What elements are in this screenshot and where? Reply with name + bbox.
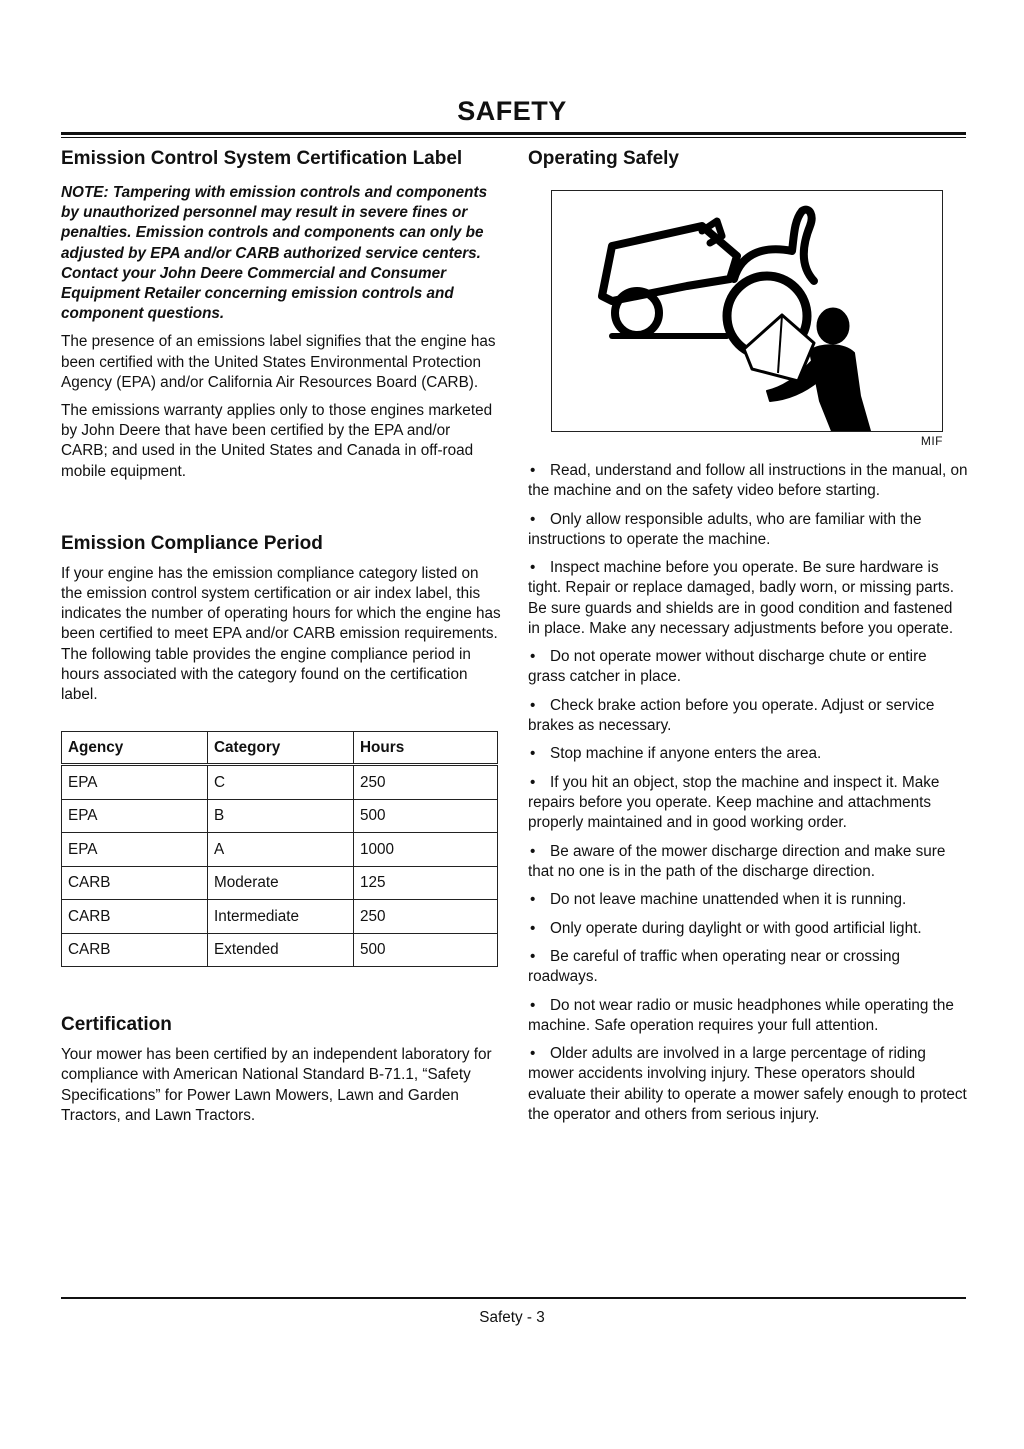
bullet-glyph: • <box>530 559 536 577</box>
bullet-glyph: • <box>530 745 536 763</box>
left-column <box>61 145 501 1126</box>
operator-head <box>817 308 849 344</box>
safety-bullet-list <box>528 461 968 1125</box>
table-row <box>62 765 498 800</box>
seat-outline <box>734 210 814 281</box>
list-item <box>528 647 968 687</box>
list-item-text: If you hit an object, stop the machine and inspect it. Make repairs before you operate. Keep machine and attachments properly maintained and in good working order. <box>528 773 940 832</box>
list-item <box>528 890 968 910</box>
list-item-text: Do not leave machine unattended when it is running. <box>550 891 907 909</box>
cell-agency: EPA <box>62 765 208 800</box>
figure-caption: MIF <box>920 434 943 448</box>
list-item <box>528 510 968 550</box>
bullet-glyph: • <box>530 1045 536 1063</box>
cell-category: Intermediate <box>208 900 354 934</box>
bullet-glyph: • <box>530 696 536 714</box>
cell-hours: 500 <box>354 799 498 833</box>
cell-category: Moderate <box>208 866 354 900</box>
list-item <box>528 947 968 987</box>
bullet-glyph: • <box>530 510 536 528</box>
cell-agency: CARB <box>62 900 208 934</box>
header-rule-thin <box>61 137 966 138</box>
page-title: SAFETY <box>457 96 567 126</box>
bullet-glyph: • <box>530 891 536 909</box>
section-compliance-period <box>61 530 501 967</box>
heading-compliance-period: Emission Compliance Period <box>61 532 323 554</box>
bullet-glyph: • <box>530 947 536 965</box>
cell-category: C <box>208 765 354 800</box>
cell-agency: EPA <box>62 799 208 833</box>
table-row <box>62 799 498 833</box>
cell-agency: CARB <box>62 866 208 900</box>
cell-hours: 250 <box>354 765 498 800</box>
table-row <box>62 900 498 934</box>
page-number: Safety - 3 <box>479 1309 545 1326</box>
list-item <box>528 919 968 939</box>
bullet-glyph: • <box>530 996 536 1014</box>
heading-certification-label: Emission Control System Certification Label <box>61 148 463 169</box>
cell-category: Extended <box>208 933 354 967</box>
list-item-text: Read, understand and follow all instructions in the manual, on the machine and on the safety video before starting. <box>528 462 968 500</box>
list-item <box>528 842 968 882</box>
heading-certification: Certification <box>61 1014 172 1036</box>
section-certification-label <box>61 145 501 482</box>
header-rule-thick <box>61 132 966 135</box>
list-item-text: Inspect machine before you operate. Be sure hardware is tight. Repair or replace damaged, badly worn, or missing parts. Be sure guards and shields are in good condition and fastened in place. Make any necessary adjustments before you operate. <box>528 559 954 637</box>
paragraph-compliance: If your engine has the emission compliance category listed on the emission control system certification or air index label, this indicates the number of operating hours for which the engine has been certified to meet EPA and/or CARB emission requirements. The following table provides the engine compliance period in hours associated with the category found on the certification label. <box>61 564 501 704</box>
list-item-text: Be careful of traffic when operating near or crossing roadways. <box>528 947 901 986</box>
cell-agency: EPA <box>62 833 208 867</box>
list-item <box>528 744 968 764</box>
list-item <box>528 696 968 736</box>
safety-illustration <box>551 190 943 432</box>
list-item <box>528 773 968 834</box>
list-item-text: Check brake action before you operate. Adjust or service brakes as necessary. <box>528 696 935 734</box>
cell-hours: 1000 <box>354 833 498 867</box>
bullet-glyph: • <box>530 919 536 937</box>
table-row <box>62 933 498 967</box>
list-item-text: Do not operate mower without discharge chute or entire grass catcher in place. <box>528 648 927 686</box>
cell-hours: 500 <box>354 933 498 967</box>
list-item-text: Be aware of the mower discharge direction and make sure that no one is in the path of the discharge direction. <box>528 842 946 880</box>
table-row <box>62 833 498 867</box>
bullet-glyph: • <box>530 648 536 666</box>
section-certification <box>61 1011 501 1126</box>
footer-rule <box>61 1297 966 1299</box>
paragraph-certification: Your mower has been certified by an independent laboratory for compliance with American National Standard B-71.1, “Safety Specifications” for Power Lawn Mowers, Lawn and Garden Tractors, and Lawn Tractors. <box>61 1046 492 1124</box>
list-item-text: Only allow responsible adults, who are familiar with the instructions to operate the machine. <box>528 510 922 548</box>
tampering-note: NOTE: Tampering with emission controls and components by unauthorized personnel may result in severe fines or penalties. Emission controls and components can only be adjusted by EPA and/or CARB authorized service centers. Contact your John Deere Commercial and Consumer Equipment Retailer concerning emission controls and component questions. <box>61 184 488 323</box>
paragraph-emissions-label: The presence of an emissions label signifies that the engine has been certified with the United States Environmental Protection Agency (EPA) and/or California Air Resources Board (CARB). <box>61 333 496 391</box>
cell-category: A <box>208 833 354 867</box>
cell-hours: 250 <box>354 900 498 934</box>
bullet-glyph: • <box>530 462 536 479</box>
right-column <box>528 145 968 1133</box>
cell-category: B <box>208 799 354 833</box>
list-item <box>528 461 968 501</box>
column-header-category: Category <box>208 732 354 765</box>
column-header-hours: Hours <box>354 732 498 765</box>
operator-body <box>810 345 870 431</box>
cell-hours: 125 <box>354 866 498 900</box>
cell-agency: CARB <box>62 933 208 967</box>
bullet-glyph: • <box>530 773 536 791</box>
compliance-table <box>61 731 498 967</box>
list-item-text: Stop machine if anyone enters the area. <box>550 745 822 763</box>
table-header-row <box>62 732 498 765</box>
mower-operator-illustration <box>552 191 942 431</box>
list-item <box>528 558 968 639</box>
column-header-agency: Agency <box>62 732 208 765</box>
bullet-glyph: • <box>530 842 536 860</box>
list-item-text: Only operate during daylight or with good artificial light. <box>550 919 922 937</box>
list-item-text: Do not wear radio or music headphones while operating the machine. Safe operation requires your full attention. <box>528 996 954 1034</box>
list-item-text: Older adults are involved in a large percentage of riding mower accidents involving injury. These operators should evaluate their ability to operate a mower safely enough to protect the operator and others from serious injury. <box>528 1045 967 1123</box>
list-item <box>528 996 968 1036</box>
table-row <box>62 866 498 900</box>
paragraph-emissions-warranty: The emissions warranty applies only to those engines marketed by John Deere that have been certified by the EPA and/or CARB; and used in the United States and Canada in off-road mobile equipment. <box>61 402 493 480</box>
list-item <box>528 1044 968 1125</box>
heading-operating-safely: Operating Safely <box>528 148 679 169</box>
